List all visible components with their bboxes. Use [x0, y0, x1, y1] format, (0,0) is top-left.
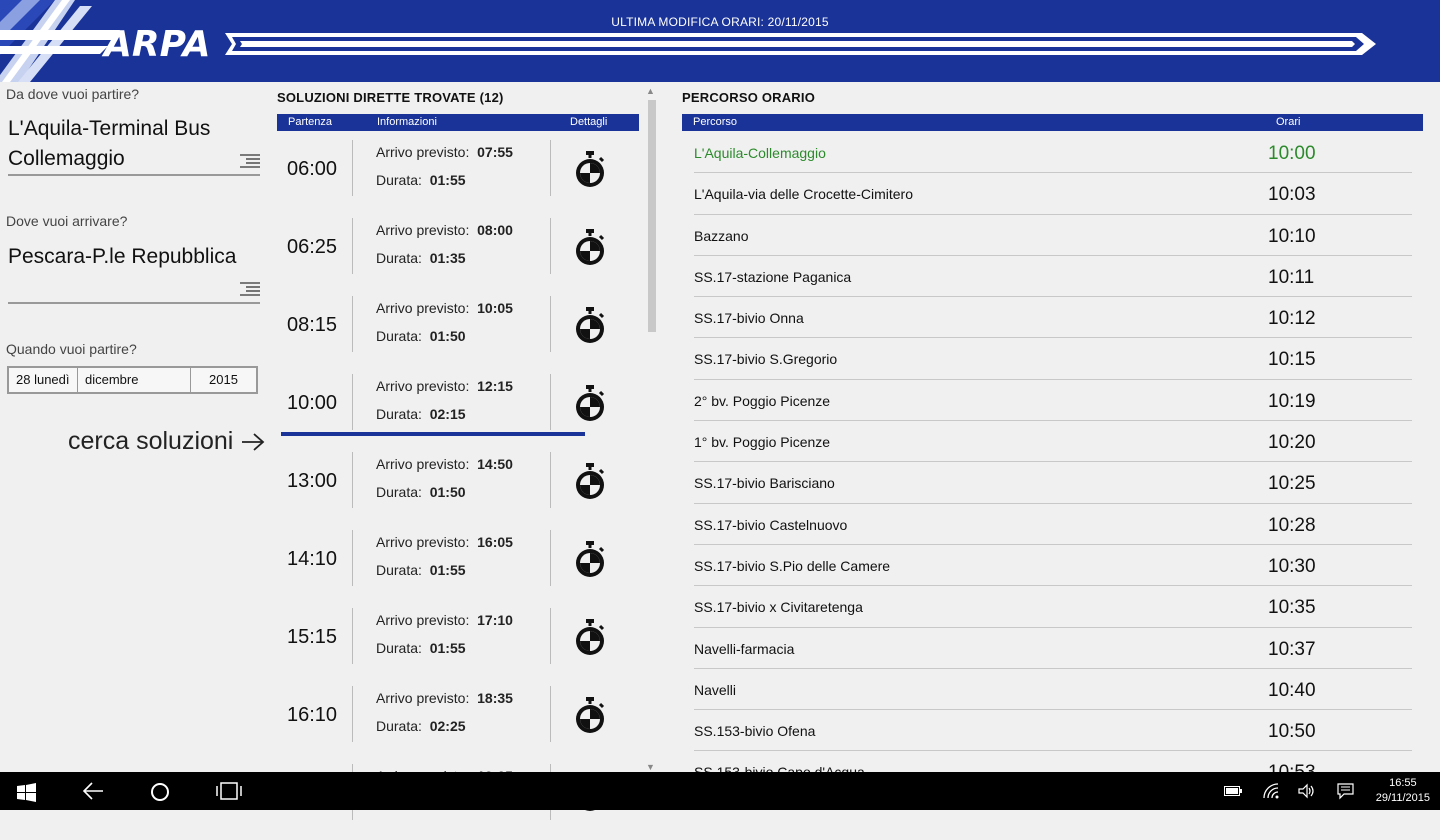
duration-time: 02:25: [429, 718, 466, 734]
stop-name: 2° bv. Poggio Picenze: [694, 392, 831, 409]
details-timer-icon[interactable]: [573, 696, 607, 736]
solution-row[interactable]: [277, 450, 639, 528]
list-picker-icon[interactable]: [240, 154, 260, 168]
stop-name: SS.17-bivio S.Pio delle Camere: [694, 557, 891, 574]
row-divider: [550, 296, 551, 352]
col-details: Dettagli: [570, 116, 608, 128]
col-departure: Partenza: [288, 116, 333, 128]
row-divider: [352, 686, 353, 742]
duration-info: [376, 328, 466, 344]
details-timer-icon[interactable]: [573, 618, 607, 658]
route-stop-row: [694, 380, 1412, 421]
details-timer-icon[interactable]: [573, 540, 607, 580]
stop-name: L'Aquila-via delle Crocette-Cimitero: [694, 186, 913, 203]
departure-time: 06:25: [287, 236, 338, 258]
arrival-label: Arrivo previsto:: [376, 690, 470, 706]
stop-name: 1° bv. Poggio Picenze: [694, 434, 831, 451]
row-divider: [352, 452, 353, 508]
row-divider: [550, 374, 551, 430]
arrival-label: Arrivo previsto:: [376, 612, 470, 628]
stop-time: 10:37: [1268, 638, 1316, 660]
duration-label: Durata:: [376, 562, 422, 578]
duration-info: [376, 406, 466, 422]
route-stop-row: [694, 462, 1412, 503]
arrival-info: [376, 144, 513, 160]
duration-info: [376, 250, 466, 266]
system-clock[interactable]: [1376, 776, 1430, 806]
volume-icon[interactable]: [1298, 784, 1316, 798]
from-value: L'Aquila-Terminal Bus Collemaggio: [8, 117, 211, 170]
row-divider: [550, 686, 551, 742]
arrival-info: [376, 690, 513, 706]
battery-icon[interactable]: [1224, 786, 1242, 796]
from-field[interactable]: [8, 114, 260, 176]
row-divider: [550, 140, 551, 196]
row-divider: [352, 140, 353, 196]
arpa-logo-graphic: [0, 0, 1440, 82]
last-modified-text: ULTIMA MODIFICA ORARI: 20/11/2015: [611, 15, 829, 29]
duration-label: Durata:: [376, 718, 422, 734]
duration-info: [376, 640, 466, 656]
arrival-label: Arrivo previsto:: [376, 144, 470, 160]
route-stop-row: [694, 215, 1412, 256]
stop-time: 10:20: [1268, 432, 1316, 454]
solution-row[interactable]: [277, 684, 639, 762]
row-divider: [352, 608, 353, 664]
search-button[interactable]: [68, 427, 265, 456]
stop-name: SS.17-bivio x Civitaretenga: [694, 599, 863, 616]
stop-time: 10:15: [1268, 349, 1316, 371]
departure-time: 06:00: [287, 158, 338, 180]
arrival-label: Arrivo previsto:: [376, 300, 470, 316]
solutions-scrollbar[interactable]: [646, 86, 656, 772]
when-label: Quando vuoi partire?: [6, 341, 137, 357]
arrival-time: 12:15: [477, 378, 513, 394]
departure-time: 10:00: [287, 392, 338, 414]
details-timer-icon[interactable]: [573, 306, 607, 346]
clock-time: 16:55: [1389, 777, 1417, 789]
arrival-info: [376, 456, 513, 472]
duration-info: [376, 484, 466, 500]
arrival-info: [376, 612, 513, 628]
duration-label: Durata:: [376, 406, 422, 422]
duration-time: 01:50: [429, 484, 466, 500]
arrival-label: Arrivo previsto:: [376, 456, 470, 472]
duration-time: 01:55: [429, 172, 466, 188]
duration-time: 02:15: [429, 406, 466, 422]
stop-time: 10:50: [1268, 721, 1316, 743]
date-year[interactable]: 2015: [209, 372, 238, 387]
row-divider: [352, 374, 353, 430]
route-header: [682, 114, 1423, 131]
departure-time: 14:10: [287, 548, 338, 570]
arrival-label: Arrivo previsto:: [376, 534, 470, 550]
list-picker-icon[interactable]: [240, 282, 260, 296]
stop-time: 10:25: [1268, 473, 1316, 495]
search-panel: [0, 82, 268, 772]
arrival-time: 08:00: [477, 222, 513, 238]
stop-name: SS.17-bivio Barisciano: [694, 475, 835, 492]
details-timer-icon[interactable]: [573, 384, 607, 424]
arrival-time: 07:55: [477, 144, 513, 160]
row-divider: [550, 452, 551, 508]
to-field[interactable]: [8, 242, 260, 304]
stop-time: 10:30: [1268, 555, 1316, 577]
back-icon[interactable]: [82, 782, 104, 800]
duration-label: Durata:: [376, 484, 422, 500]
arrival-info: [376, 378, 513, 394]
windows-icon[interactable]: [17, 783, 37, 803]
selected-row-indicator: [281, 432, 585, 436]
app-header: [0, 0, 1440, 82]
stop-name: SS.17-bivio S.Gregorio: [694, 351, 838, 368]
date-month[interactable]: dicembre: [78, 368, 191, 392]
solution-row[interactable]: [277, 606, 639, 684]
stop-name: Bazzano: [694, 227, 749, 244]
stop-name: L'Aquila-Collemaggio: [694, 145, 826, 161]
duration-info: [376, 172, 466, 188]
stop-time: 10:28: [1268, 514, 1316, 536]
cortana-icon[interactable]: [150, 782, 170, 802]
arrival-time: 17:10: [477, 612, 513, 628]
col-times: Orari: [1276, 116, 1301, 128]
arpa-logo-text: ARPA: [104, 24, 211, 65]
route-stop-row: [694, 173, 1412, 214]
scroll-up-icon[interactable]: ▲: [646, 86, 655, 96]
solutions-panel: [277, 82, 657, 772]
route-stop-row: [694, 132, 1412, 173]
scroll-down-icon[interactable]: ▼: [646, 762, 655, 772]
arrival-label: Arrivo previsto:: [376, 222, 470, 238]
stop-name: SS.153-bivio Ofena: [694, 723, 816, 740]
row-divider: [550, 530, 551, 586]
route-stop-row: [694, 545, 1412, 586]
col-info: Informazioni: [377, 116, 437, 128]
details-timer-icon[interactable]: [573, 228, 607, 268]
stop-time: 10:03: [1268, 184, 1316, 206]
row-divider: [352, 296, 353, 352]
departure-time: 15:15: [287, 626, 338, 648]
stop-name: SS.17-stazione Paganica: [694, 268, 852, 285]
arrival-info: [376, 534, 513, 550]
duration-time: 01:55: [429, 640, 466, 656]
arrival-time: 10:05: [477, 300, 513, 316]
date-day[interactable]: 28 lunedì: [9, 368, 78, 392]
to-label: Dove vuoi arrivare?: [6, 213, 128, 229]
col-route: Percorso: [693, 116, 738, 128]
date-picker[interactable]: [7, 366, 258, 394]
scroll-thumb[interactable]: [648, 100, 656, 332]
notifications-icon[interactable]: [1337, 783, 1354, 799]
stop-time: 10:35: [1268, 597, 1316, 619]
stop-time: 10:10: [1268, 225, 1316, 247]
route-stop-row: [694, 669, 1412, 710]
duration-label: Durata:: [376, 250, 422, 266]
solution-row[interactable]: [277, 138, 639, 216]
stop-name: Navelli-farmacia: [694, 640, 795, 657]
details-timer-icon[interactable]: [573, 150, 607, 190]
row-divider: [352, 218, 353, 274]
solution-row[interactable]: [277, 294, 639, 372]
route-stop-row: [694, 256, 1412, 297]
duration-label: Durata:: [376, 328, 422, 344]
taskbar: [0, 772, 1440, 810]
stop-time: 10:12: [1268, 308, 1316, 330]
stop-time: 10:00: [1268, 143, 1316, 164]
route-stop-row: [694, 338, 1412, 379]
route-stop-row: [694, 297, 1412, 338]
stop-time: 10:19: [1268, 390, 1316, 412]
route-stops-list: [694, 132, 1412, 793]
solution-row[interactable]: [277, 372, 639, 450]
arrow-right-icon: [241, 432, 265, 452]
arrival-time: 14:50: [477, 456, 513, 472]
search-button-label: cerca soluzioni: [68, 427, 234, 455]
solution-row[interactable]: [277, 216, 639, 294]
departure-time: 08:15: [287, 314, 338, 336]
departure-time: 13:00: [287, 470, 338, 492]
stop-name: SS.17-bivio Castelnuovo: [694, 516, 848, 533]
stop-time: 10:11: [1268, 266, 1315, 288]
route-title: PERCORSO ORARIO: [682, 90, 816, 105]
route-stop-row: [694, 628, 1412, 669]
duration-info: [376, 718, 466, 734]
route-stop-row: [694, 504, 1412, 545]
route-stop-row: [694, 710, 1412, 751]
duration-time: 01:35: [429, 250, 466, 266]
solutions-title: SOLUZIONI DIRETTE TROVATE (12): [277, 90, 504, 105]
route-stop-row: [694, 586, 1412, 627]
stop-name: Navelli: [694, 681, 737, 698]
route-panel: [682, 82, 1424, 772]
duration-info: [376, 562, 466, 578]
duration-label: Durata:: [376, 172, 422, 188]
duration-label: Durata:: [376, 640, 422, 656]
arrival-time: 16:05: [477, 534, 513, 550]
arrival-info: [376, 300, 513, 316]
route-stop-row: [694, 421, 1412, 462]
arrival-label: Arrivo previsto:: [376, 378, 470, 394]
solution-row[interactable]: [277, 528, 639, 606]
wifi-icon[interactable]: [1263, 783, 1279, 799]
duration-time: 01:50: [429, 328, 466, 344]
to-value: Pescara-P.le Repubblica: [8, 245, 237, 268]
duration-time: 01:55: [429, 562, 466, 578]
arrival-time: 18:35: [477, 690, 513, 706]
arrival-info: [376, 222, 513, 238]
details-timer-icon[interactable]: [573, 462, 607, 502]
stop-name: SS.17-bivio Onna: [694, 310, 804, 327]
row-divider: [550, 218, 551, 274]
task-view-icon[interactable]: [216, 782, 242, 800]
departure-time: 16:10: [287, 704, 338, 726]
stop-time: 10:40: [1268, 679, 1316, 701]
row-divider: [352, 530, 353, 586]
from-label: Da dove vuoi partire?: [6, 86, 140, 102]
solutions-list: [277, 138, 639, 840]
solutions-header: [277, 114, 639, 131]
row-divider: [550, 608, 551, 664]
clock-date: 29/11/2015: [1375, 792, 1430, 804]
